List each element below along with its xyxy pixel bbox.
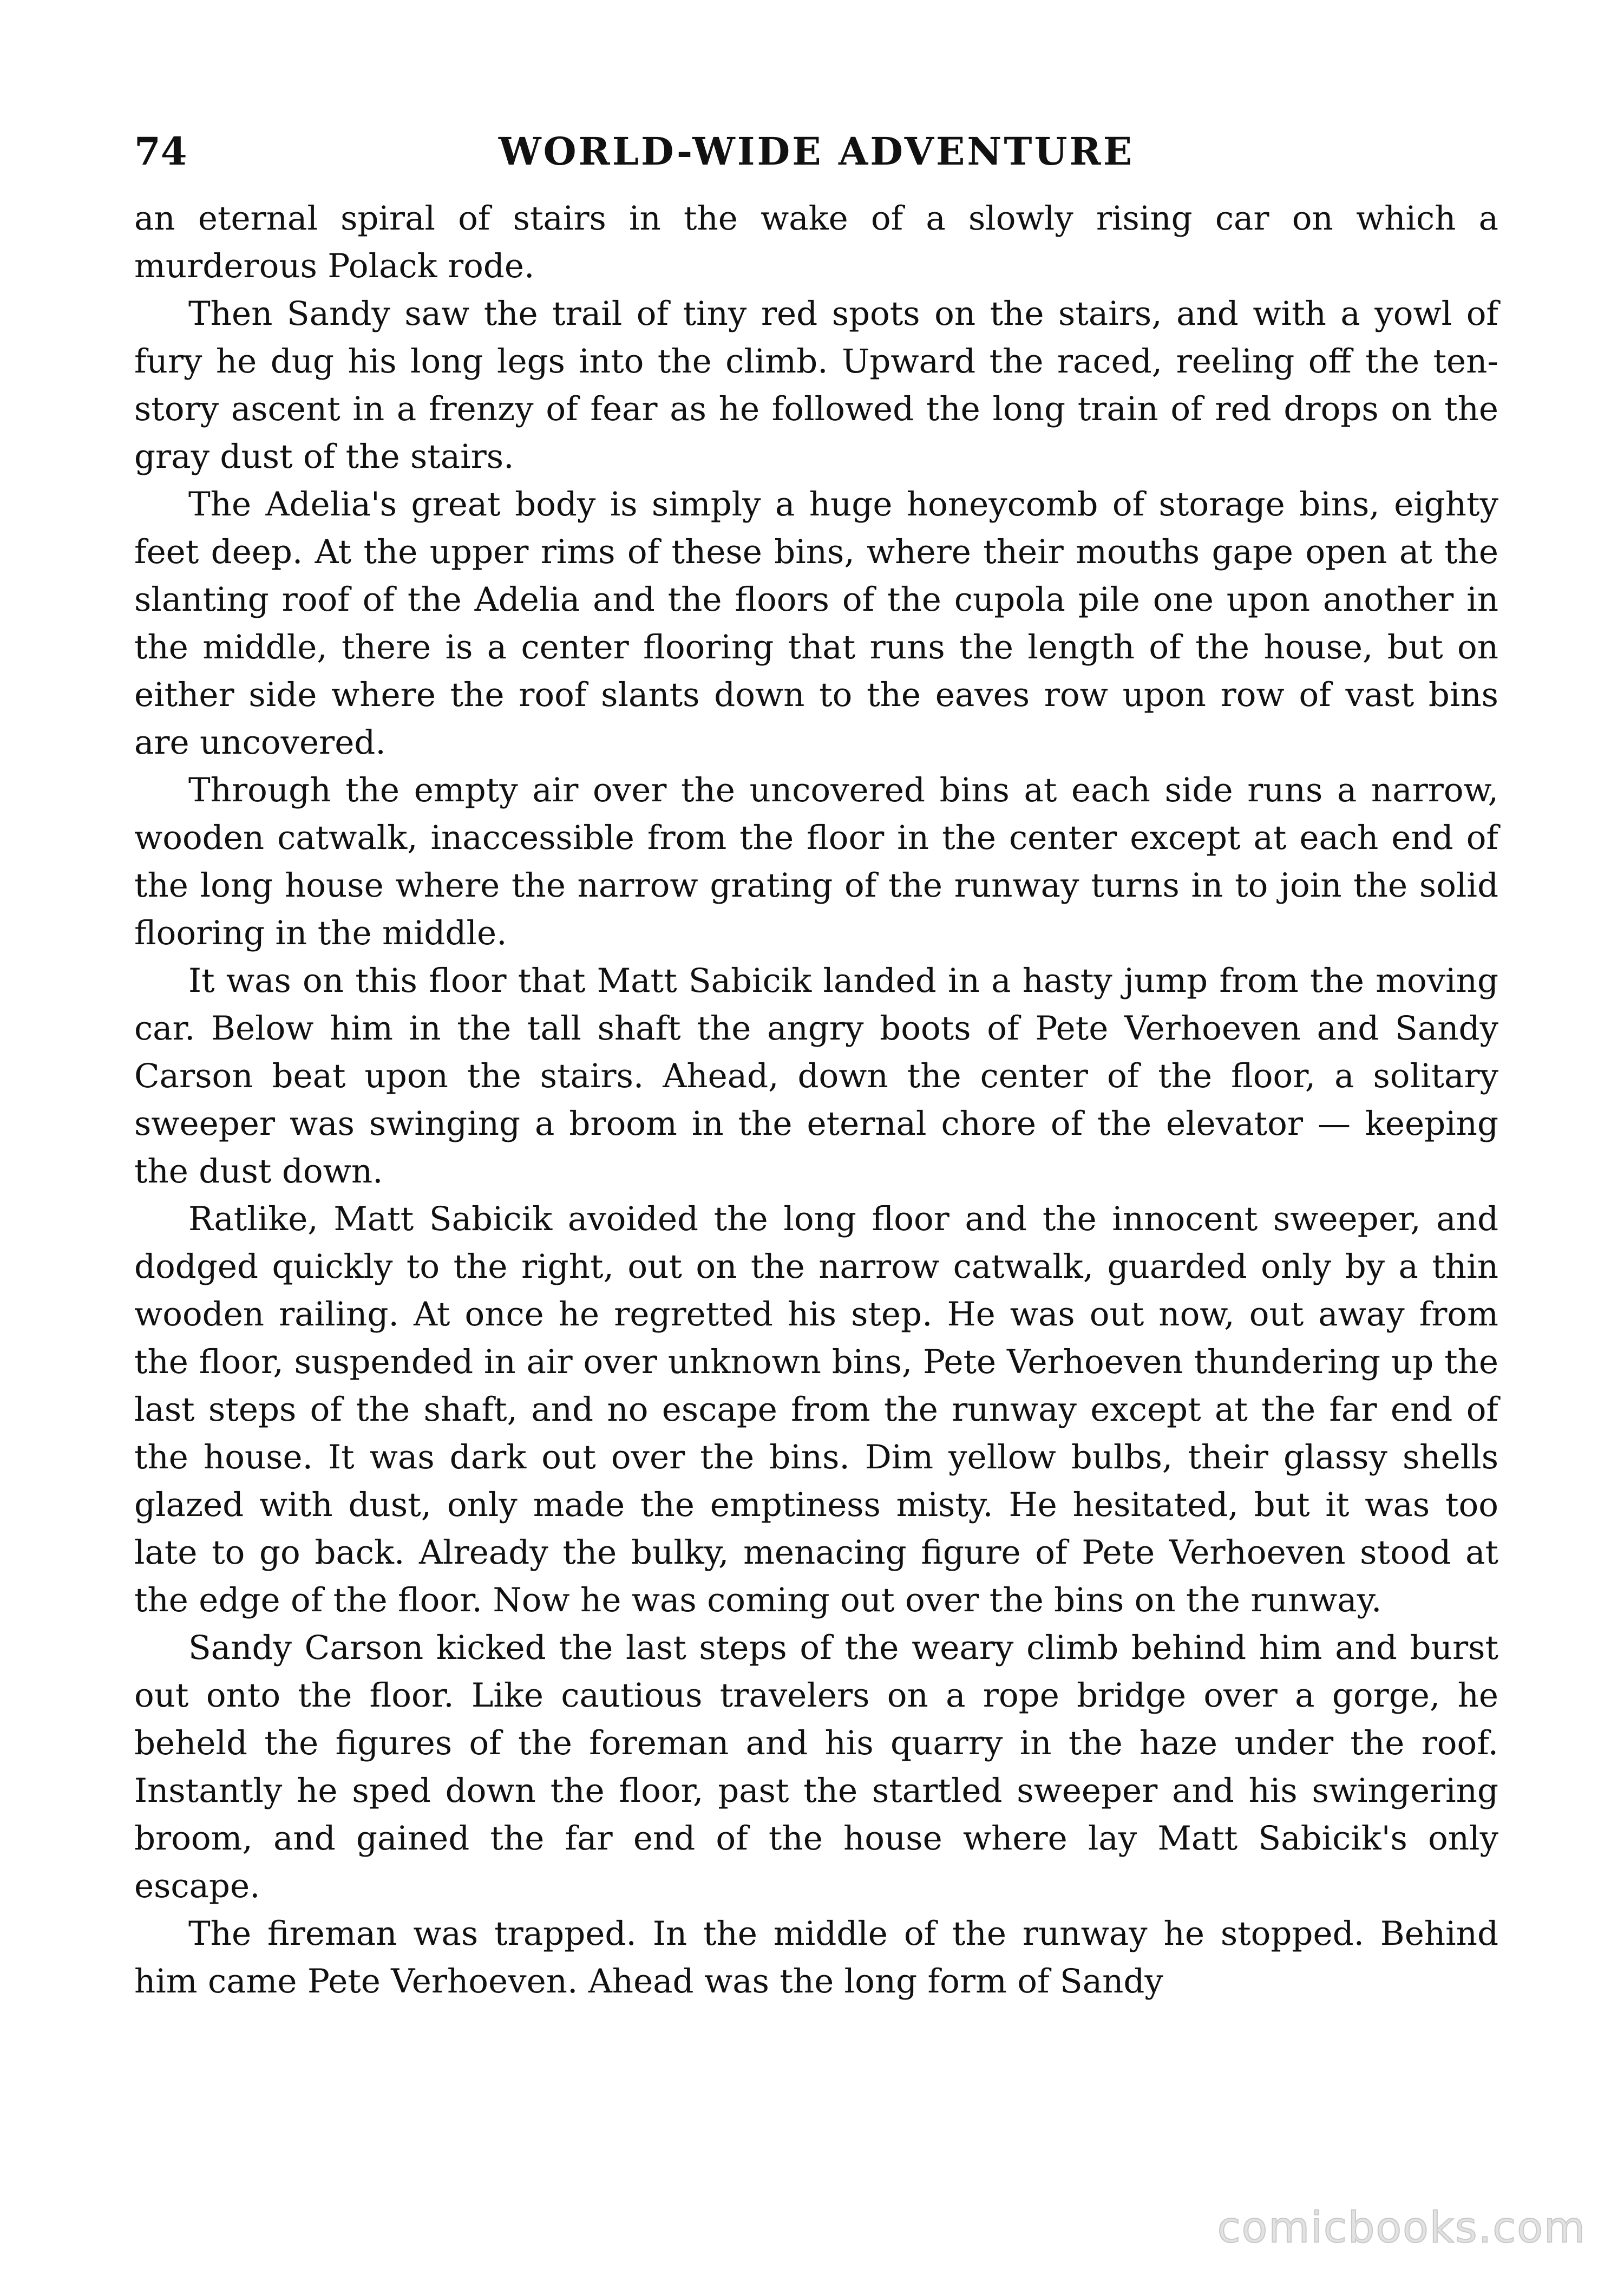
paragraph: The fireman was trapped. In the middle of the runway he stopped. Behind him came Pete Verhoeven. Ahead was the long form of Sandy <box>134 1914 1498 2001</box>
book-page <box>134 125 1498 2005</box>
page-header <box>134 125 1498 190</box>
paragraph: The Adelia's great body is simply a huge honeycomb of storage bins, eighty feet deep. At the upper rims of these bins, where their mouths gape open at the slanting roof of the Adelia and the floors of the cupola pile one upon another in the middle, there is a center flooring that runs the length of the house, but on either side where the roof slants down to the eaves row upon row of vast bins are uncovered. <box>134 485 1498 762</box>
running-head: WORLD-WIDE ADVENTURE <box>498 129 1135 174</box>
paragraph: Sandy Carson kicked the last steps of the weary climb behind him and burst out onto the floor. Like cautious travelers on a rope bridge over a gorge, he beheld the figures of the foreman and his quarry in the haze under the roof. Instantly he sped down the floor, past the startled sweeper and his swingering broom, and gained the far end of the house where lay Matt Sabicik's only escape. <box>134 1629 1498 1905</box>
paragraph: Ratlike, Matt Sabicik avoided the long floor and the innocent sweeper, and dodged quickly to the right, out on the narrow catwalk, guarded only by a thin wooden railing. At once he regretted his step. He was out now, out away from the floor, suspended in air over unknown bins, Pete Verhoeven thundering up the last steps of the shaft, and no escape from the runway except at the far end of the house. It was dark out over the bins. Dim yellow bulbs, their glassy shells glazed with dust, only made the emptiness misty. He hesitated, but it was too late to go back. Already the bulky, menacing figure of Pete Verhoeven stood at the edge of the floor. Now he was coming out over the bins on the runway. <box>134 1200 1498 1619</box>
body-text <box>134 195 1498 2005</box>
page-number: 74 <box>134 129 187 174</box>
watermark: comicbooks.com <box>1217 2204 1586 2252</box>
paragraph: Then Sandy saw the trail of tiny red spots on the stairs, and with a yowl of fury he dug his long legs into the climb. Upward the raced, reeling off the ten-story ascent in a frenzy of fear as he followed the long train of red drops on the gray dust of the stairs. <box>134 295 1498 476</box>
paragraph: It was on this floor that Matt Sabicik landed in a hasty jump from the moving car. Below him in the tall shaft the angry boots of Pete Verhoeven and Sandy Carson beat upon the stairs. Ahead, down the center of the floor, a solitary sweeper was swinging a broom in the eternal chore of the elevator — keeping the dust down. <box>134 962 1498 1191</box>
paragraph: Through the empty air over the uncovered bins at each side runs a narrow, wooden catwalk, inaccessible from the floor in the center except at each end of the long house where the narrow grating of the runway turns in to join the solid flooring in the middle. <box>134 771 1498 952</box>
paragraph: an eternal spiral of stairs in the wake of a slowly rising car on which a murderous Polack rode. <box>134 199 1498 285</box>
